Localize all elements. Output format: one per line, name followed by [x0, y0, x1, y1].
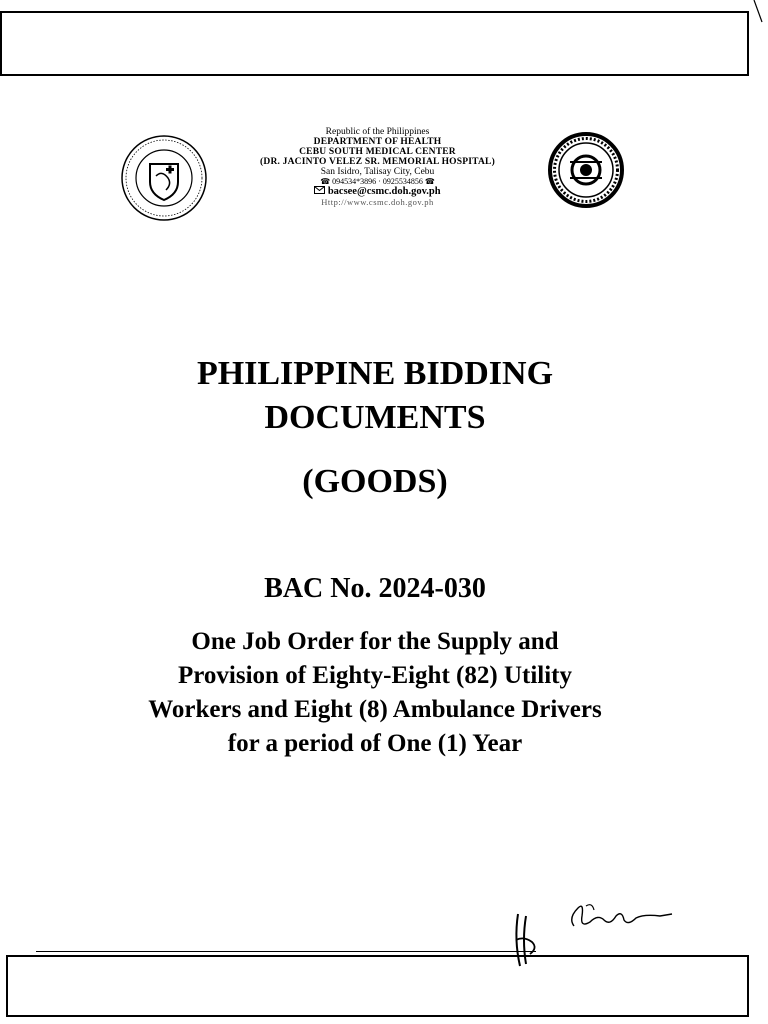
email-address: bacsee@csmc.doh.gov.ph	[327, 186, 441, 198]
description-line-3: Workers and Eight (8) Ambulance Drivers	[148, 696, 602, 723]
title-line-2: DOCUMENTS	[264, 399, 486, 436]
letterhead-text	[205, 128, 550, 207]
title-line-1: PHILIPPINE BIDDING	[196, 355, 554, 392]
signature-line	[36, 951, 536, 952]
description-line-4: for a period of One (1) Year	[227, 730, 523, 757]
republic-line: Republic of the Philippines	[325, 127, 430, 137]
bac-number: BAC No. 2024-030	[264, 573, 486, 604]
top-frame-box	[0, 11, 749, 76]
hospital-line: (DR. JACINTO VELEZ SR. MEMORIAL HOSPITAL)	[260, 156, 495, 167]
description-line-1: One Job Order for the Supply and	[191, 628, 559, 655]
corner-mark	[752, 0, 766, 24]
center-line: CEBU SOUTH MEDICAL CENTER	[299, 146, 456, 157]
address-line: San Isidro, Talisay City, Cebu	[320, 166, 435, 177]
department-line: DEPARTMENT OF HEALTH	[313, 136, 442, 147]
website-line: Http://www.csmc.doh.gov.ph	[321, 197, 434, 208]
bottom-frame-box	[6, 955, 749, 1017]
project-description	[0, 625, 750, 761]
hospital-seal-icon	[118, 132, 210, 224]
handwritten-signature	[564, 896, 674, 936]
document-title	[0, 352, 750, 440]
doh-seal-icon	[540, 132, 632, 224]
letterhead	[0, 128, 768, 248]
document-category: (GOODS)	[302, 463, 448, 500]
phones-line: ☎ 094534*3896 · 0925534856 ☎	[320, 176, 435, 186]
description-line-2: Provision of Eighty-Eight (82) Utility	[178, 662, 572, 689]
envelope-icon	[314, 186, 325, 194]
